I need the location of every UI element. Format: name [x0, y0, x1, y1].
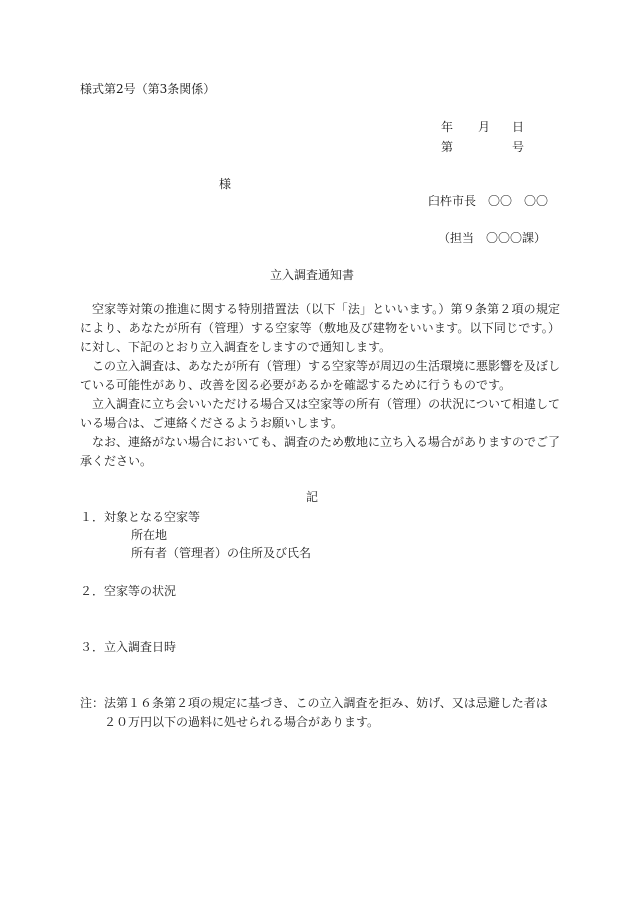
item-target-owner: 所有者（管理者）の住所及び氏名 [131, 546, 312, 560]
addressee-suffix: 様 [219, 177, 232, 191]
body-paragraph: なお、連絡がない場合においても、調査のため敷地に立ち入る場合がありますのでご了承ください。 [80, 435, 561, 468]
note-line-2: ２０万円以下の過料に処せられる場合があります。 [104, 715, 380, 729]
body-paragraph: 空家等対策の推進に関する特別措置法（以下「法」といいます。）第９条第２項の規定により、あなたが所有（管理）する空家等（敷地及び建物をいいます。以下同じです。）に対し、下記のとおり立入調査をしますので通知します。 [80, 302, 560, 354]
body-paragraph: この立入調査は、あなたが所有（管理）する空家等が周辺の生活環境に悪影響を及ぼしている可能性があり、改善を図る必要があるかを確認するために行うものです。 [80, 359, 561, 392]
document-number-prefix: 第 [441, 140, 454, 154]
body-paragraph: 立入調査に立ち会いいただける場合又は空家等の所有（管理）の状況について相違している場合は、ご連絡くださるようお願いします。 [80, 397, 560, 430]
date-month-label: 月 [478, 120, 491, 134]
item-schedule-label: ３．立入調査日時 [80, 640, 177, 654]
contact-department: （担当 〇〇〇課） [438, 231, 547, 245]
item-condition-label: ２．空家等の状況 [80, 584, 177, 598]
document-number-suffix: 号 [512, 140, 525, 154]
ki-heading: 記 [306, 490, 319, 504]
item-target-location: 所在地 [131, 528, 168, 542]
body-text [80, 300, 560, 471]
form-number: 様式第2号（第3条関係） [80, 82, 216, 96]
document-title: 立入調査通知書 [270, 268, 355, 282]
date-day-label: 日 [512, 120, 525, 134]
date-year-label: 年 [441, 120, 454, 134]
sender-name: 臼杵市長 〇〇 〇〇 [428, 194, 549, 208]
item-target-label: １．対象となる空家等 [80, 510, 201, 524]
note-line-1: 注：法第１６条第２項の規定に基づき、この立入調査を拒み、妨げ、又は忌避した者は [80, 696, 548, 710]
